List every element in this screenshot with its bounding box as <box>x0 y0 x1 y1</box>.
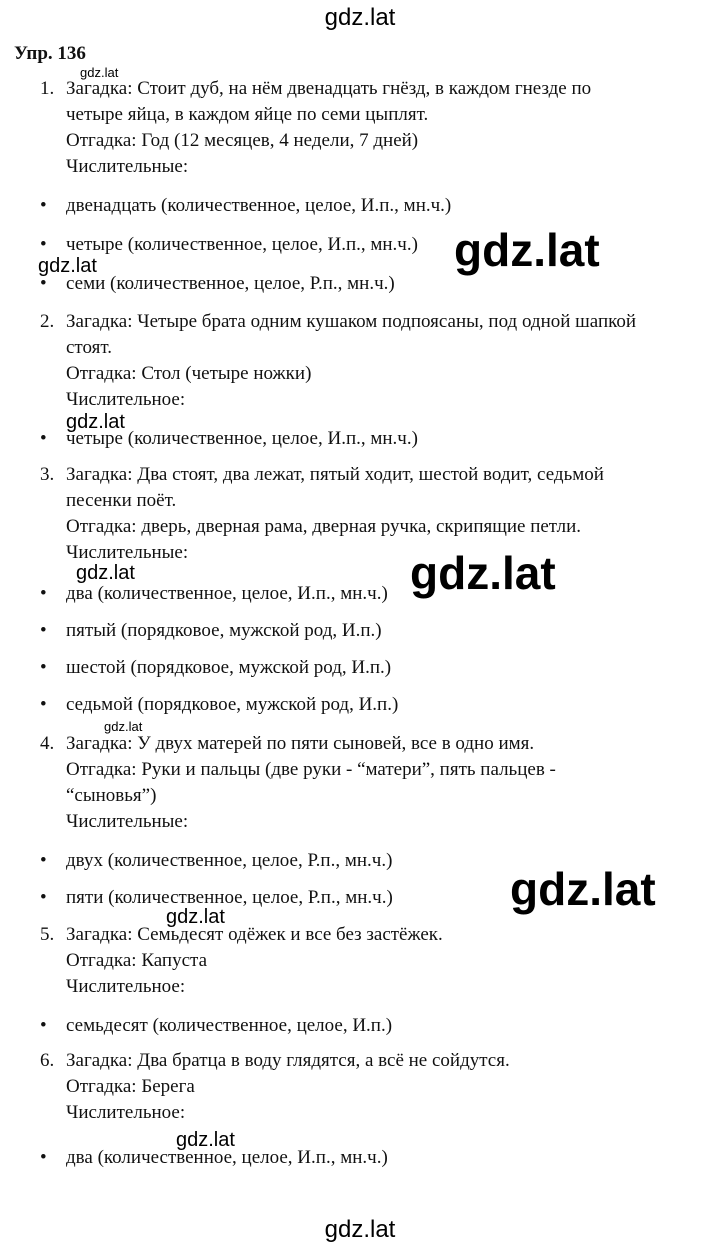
list-item <box>40 581 388 607</box>
watermark-top: gdz.lat <box>324 4 396 31</box>
watermark-large: gdz.lat <box>410 547 556 599</box>
list-item <box>40 848 392 874</box>
watermark-small: gdz.lat <box>76 562 135 584</box>
watermark-large: gdz.lat <box>510 863 656 915</box>
riddle-number: 2. <box>40 311 55 332</box>
riddle-line: четыре яйца, в каждом яйце по семи цыплят. <box>66 104 429 125</box>
list-item <box>40 618 382 644</box>
bullet-icon: • <box>40 620 47 641</box>
riddle-6 <box>40 1048 712 1126</box>
riddle-1 <box>40 76 712 180</box>
watermark-small: gdz.lat <box>38 255 97 277</box>
riddle-line: Отгадка: Берега <box>66 1076 195 1097</box>
list-item-text: два (количественное, целое, И.п., мн.ч.) <box>66 1147 388 1168</box>
bullet-icon: • <box>40 234 47 255</box>
riddle-line: Числительные: <box>66 156 189 177</box>
list-item-text: семи (количественное, целое, Р.п., мн.ч.) <box>66 273 395 294</box>
riddle-3 <box>40 462 712 566</box>
bullet-icon: • <box>40 195 47 216</box>
riddle-line: песенки поёт. <box>66 490 177 511</box>
list-item-text: седьмой (порядковое, мужской род, И.п.) <box>66 694 399 715</box>
riddle-number: 6. <box>40 1050 55 1071</box>
bullet-icon: • <box>40 1147 47 1168</box>
riddle-line: стоят. <box>66 337 112 358</box>
list-item <box>40 655 391 681</box>
bullet-icon: • <box>40 850 47 871</box>
riddle-line: Загадка: У двух матерей по пяти сыновей, все в одно имя. <box>66 733 535 754</box>
riddle-line: Загадка: Два стоят, два лежат, пятый ходит, шестой водит, седьмой <box>66 464 604 485</box>
watermark-small: gdz.lat <box>66 411 125 433</box>
riddle-line: Загадка: Стоит дуб, на нём двенадцать гнёзд, в каждом гнезде по <box>66 78 592 99</box>
list-item-text: семьдесят (количественное, целое, И.п.) <box>66 1015 393 1036</box>
list-item-text: четыре (количественное, целое, И.п., мн.ч.) <box>66 428 418 449</box>
bullet-icon: • <box>40 583 47 604</box>
riddle-5 <box>40 922 712 1000</box>
watermark-small: gdz.lat <box>166 906 225 928</box>
bullet-icon: • <box>40 657 47 678</box>
list-item-text: двух (количественное, целое, Р.п., мн.ч.) <box>66 850 393 871</box>
riddle-line: “сыновья”) <box>66 785 157 806</box>
riddle-number: 3. <box>40 464 55 485</box>
riddle-line: Отгадка: Капуста <box>66 950 207 971</box>
riddle-line: Числительное: <box>66 1102 186 1123</box>
riddle-line: Загадка: Четыре брата одним кушаком подпоясаны, под одной шапкой <box>66 311 637 332</box>
bullet-icon: • <box>40 273 47 294</box>
riddle-line: Отгадка: Год (12 месяцев, 4 недели, 7 дней) <box>66 130 419 151</box>
riddle-line: Числительное: <box>66 389 186 410</box>
riddle-number: 4. <box>40 733 55 754</box>
riddle-line: Числительные: <box>66 542 189 563</box>
watermark-small: gdz.lat <box>80 65 119 80</box>
riddle-4 <box>40 731 712 835</box>
riddle-line: Числительные: <box>66 811 189 832</box>
list-item <box>40 1013 392 1039</box>
bullet-icon: • <box>40 887 47 908</box>
riddle-line: Отгадка: дверь, дверная рама, дверная ручка, скрипящие петли. <box>66 516 582 537</box>
list-item-text: два (количественное, целое, И.п., мн.ч.) <box>66 583 388 604</box>
bullet-icon: • <box>40 694 47 715</box>
riddle-number: 5. <box>40 924 55 945</box>
watermark-small: gdz.lat <box>104 719 143 734</box>
riddle-line: Числительное: <box>66 976 186 997</box>
list-item <box>40 692 398 718</box>
riddle-2 <box>40 309 712 413</box>
riddle-line: Загадка: Семьдесят одёжек и все без застёжек. <box>66 924 443 945</box>
watermark-small: gdz.lat <box>176 1129 235 1151</box>
riddle-line: Загадка: Два братца в воду глядятся, а всё не сойдутся. <box>66 1050 510 1071</box>
list-item-text: шестой (порядковое, мужской род, И.п.) <box>66 657 392 678</box>
bullet-icon: • <box>40 1015 47 1036</box>
bullet-icon: • <box>40 428 47 449</box>
riddle-line: Отгадка: Руки и пальцы (две руки - “матери”, пять пальцев - <box>66 759 556 780</box>
list-item-text: двенадцать (количественное, целое, И.п., мн.ч.) <box>66 195 452 216</box>
list-item-text: пятый (порядковое, мужской род, И.п.) <box>66 620 382 641</box>
watermark-large: gdz.lat <box>454 224 600 276</box>
riddle-number: 1. <box>40 78 55 99</box>
list-item-text: четыре (количественное, целое, И.п., мн.ч.) <box>66 234 418 255</box>
watermark-bottom: gdz.lat <box>324 1216 396 1243</box>
riddle-line: Отгадка: Стол (четыре ножки) <box>66 363 312 384</box>
list-item <box>40 193 451 219</box>
list-item-text: пяти (количественное, целое, Р.п., мн.ч.) <box>66 887 393 908</box>
exercise-title: Упр. 136 <box>14 43 86 64</box>
